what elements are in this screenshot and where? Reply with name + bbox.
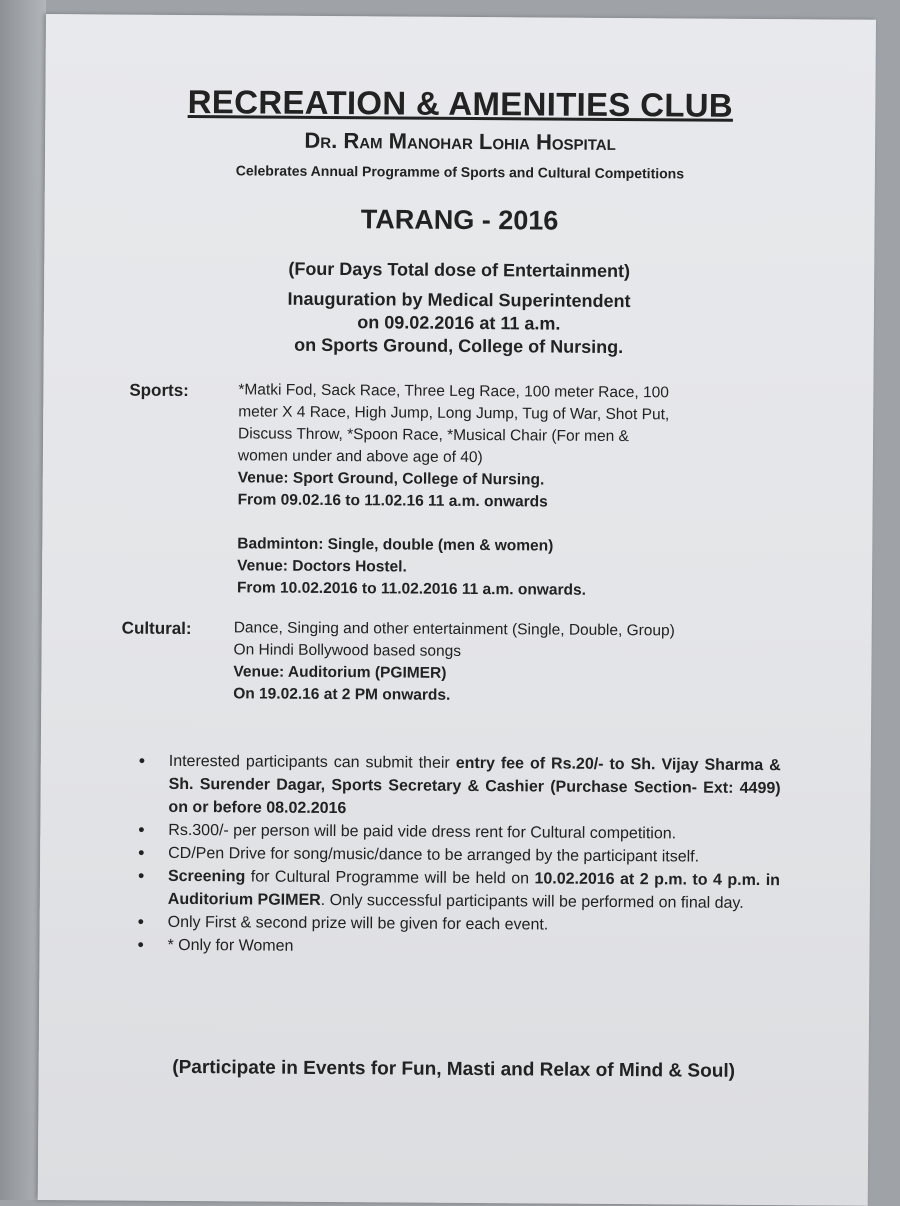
bullet-icon: • (137, 934, 144, 955)
club-title: RECREATION & AMENITIES CLUB (187, 82, 734, 124)
bullet-icon: • (138, 819, 145, 840)
inauguration-block (44, 286, 874, 361)
list-item: • Only First & second prize will be given for each event. (137, 911, 549, 934)
sports-venue: Venue: Sport Ground, College of Nursing. (237, 469, 545, 489)
list-item: • CD/Pen Drive for song/music/dance to be arranged by the participant itself. (138, 842, 700, 866)
badminton-dates: From 10.02.2016 to 11.02.2016 11 a.m. onwards. (236, 579, 587, 599)
cultural-section (233, 617, 794, 709)
celebrates-line: Celebrates Annual Programme of Sports and Cultural Competitions (235, 162, 685, 182)
cultural-label: Cultural: (121, 618, 192, 639)
bullet-icon: • (137, 911, 145, 932)
sports-events-line: women under and above age of 40) (237, 447, 483, 467)
list-item: • Interested participants can submit their entry fee of Rs.20/- to Sh. Vijay Sharma & Sh. Surender Dagar, Sports Secretary & Cashier (Purchase Section- Ext: 4499) on or before 08.02.2016 (138, 750, 781, 818)
cultural-theme: On Hindi Bollywood based songs (233, 641, 462, 660)
badminton-venue: Venue: Doctors Hostel. (237, 557, 407, 576)
sports-events-line: Discuss Throw, *Spoon Race, *Musical Chair (For men & (238, 425, 629, 446)
inauguration-date: on 09.02.2016 at 11 a.m. (357, 312, 561, 334)
sports-dates: From 09.02.16 to 11.02.16 11 a.m. onwards (237, 491, 548, 511)
bullet-icon: • (138, 842, 145, 863)
cultural-venue: Venue: Auditorium (PGIMER) (233, 663, 447, 682)
notes-list (129, 750, 780, 962)
bullet-icon: • (137, 865, 145, 886)
inauguration-venue: on Sports Ground, College of Nursing. (294, 334, 624, 358)
inauguration-line: Inauguration by Medical Superintendent (287, 288, 631, 312)
list-item: • Screening for Cultural Programme will be held on 10.02.2016 at 2 p.m. to 4 p.m. in Auditorium PGIMER. Only successful participants will be performed on final day. (137, 865, 781, 912)
hospital-name: Dr. Ram Manohar Lohia Hospital (304, 127, 616, 155)
sports-events-line: meter X 4 Race, High Jump, Long Jump, Tug of War, Shot Put, (238, 403, 670, 424)
notice-sheet (38, 14, 876, 1206)
bullet-icon: • (138, 750, 146, 771)
sports-events-line: *Matki Fod, Sack Race, Three Leg Race, 100 meter Race, 100 (238, 381, 669, 402)
list-item: • * Only for Women (137, 934, 294, 955)
sports-label: Sports: (129, 380, 189, 401)
badminton-events: Badminton: Single, double (men & women) (237, 535, 554, 555)
list-item: • Rs.300/- per person will be paid vide dress rent for Cultural competition. (138, 819, 677, 843)
sports-section (237, 379, 779, 603)
event-title: TARANG - 2016 (360, 204, 559, 236)
event-tagline: (Four Days Total dose of Entertainment) (288, 258, 631, 282)
footer-slogan: (Participate in Events for Fun, Masti and Relax of Mind & Soul) (172, 1056, 736, 1082)
cultural-events: Dance, Singing and other entertainment (Single, Double, Group) (233, 619, 675, 640)
cultural-date: On 19.02.16 at 2 PM onwards. (233, 685, 451, 704)
